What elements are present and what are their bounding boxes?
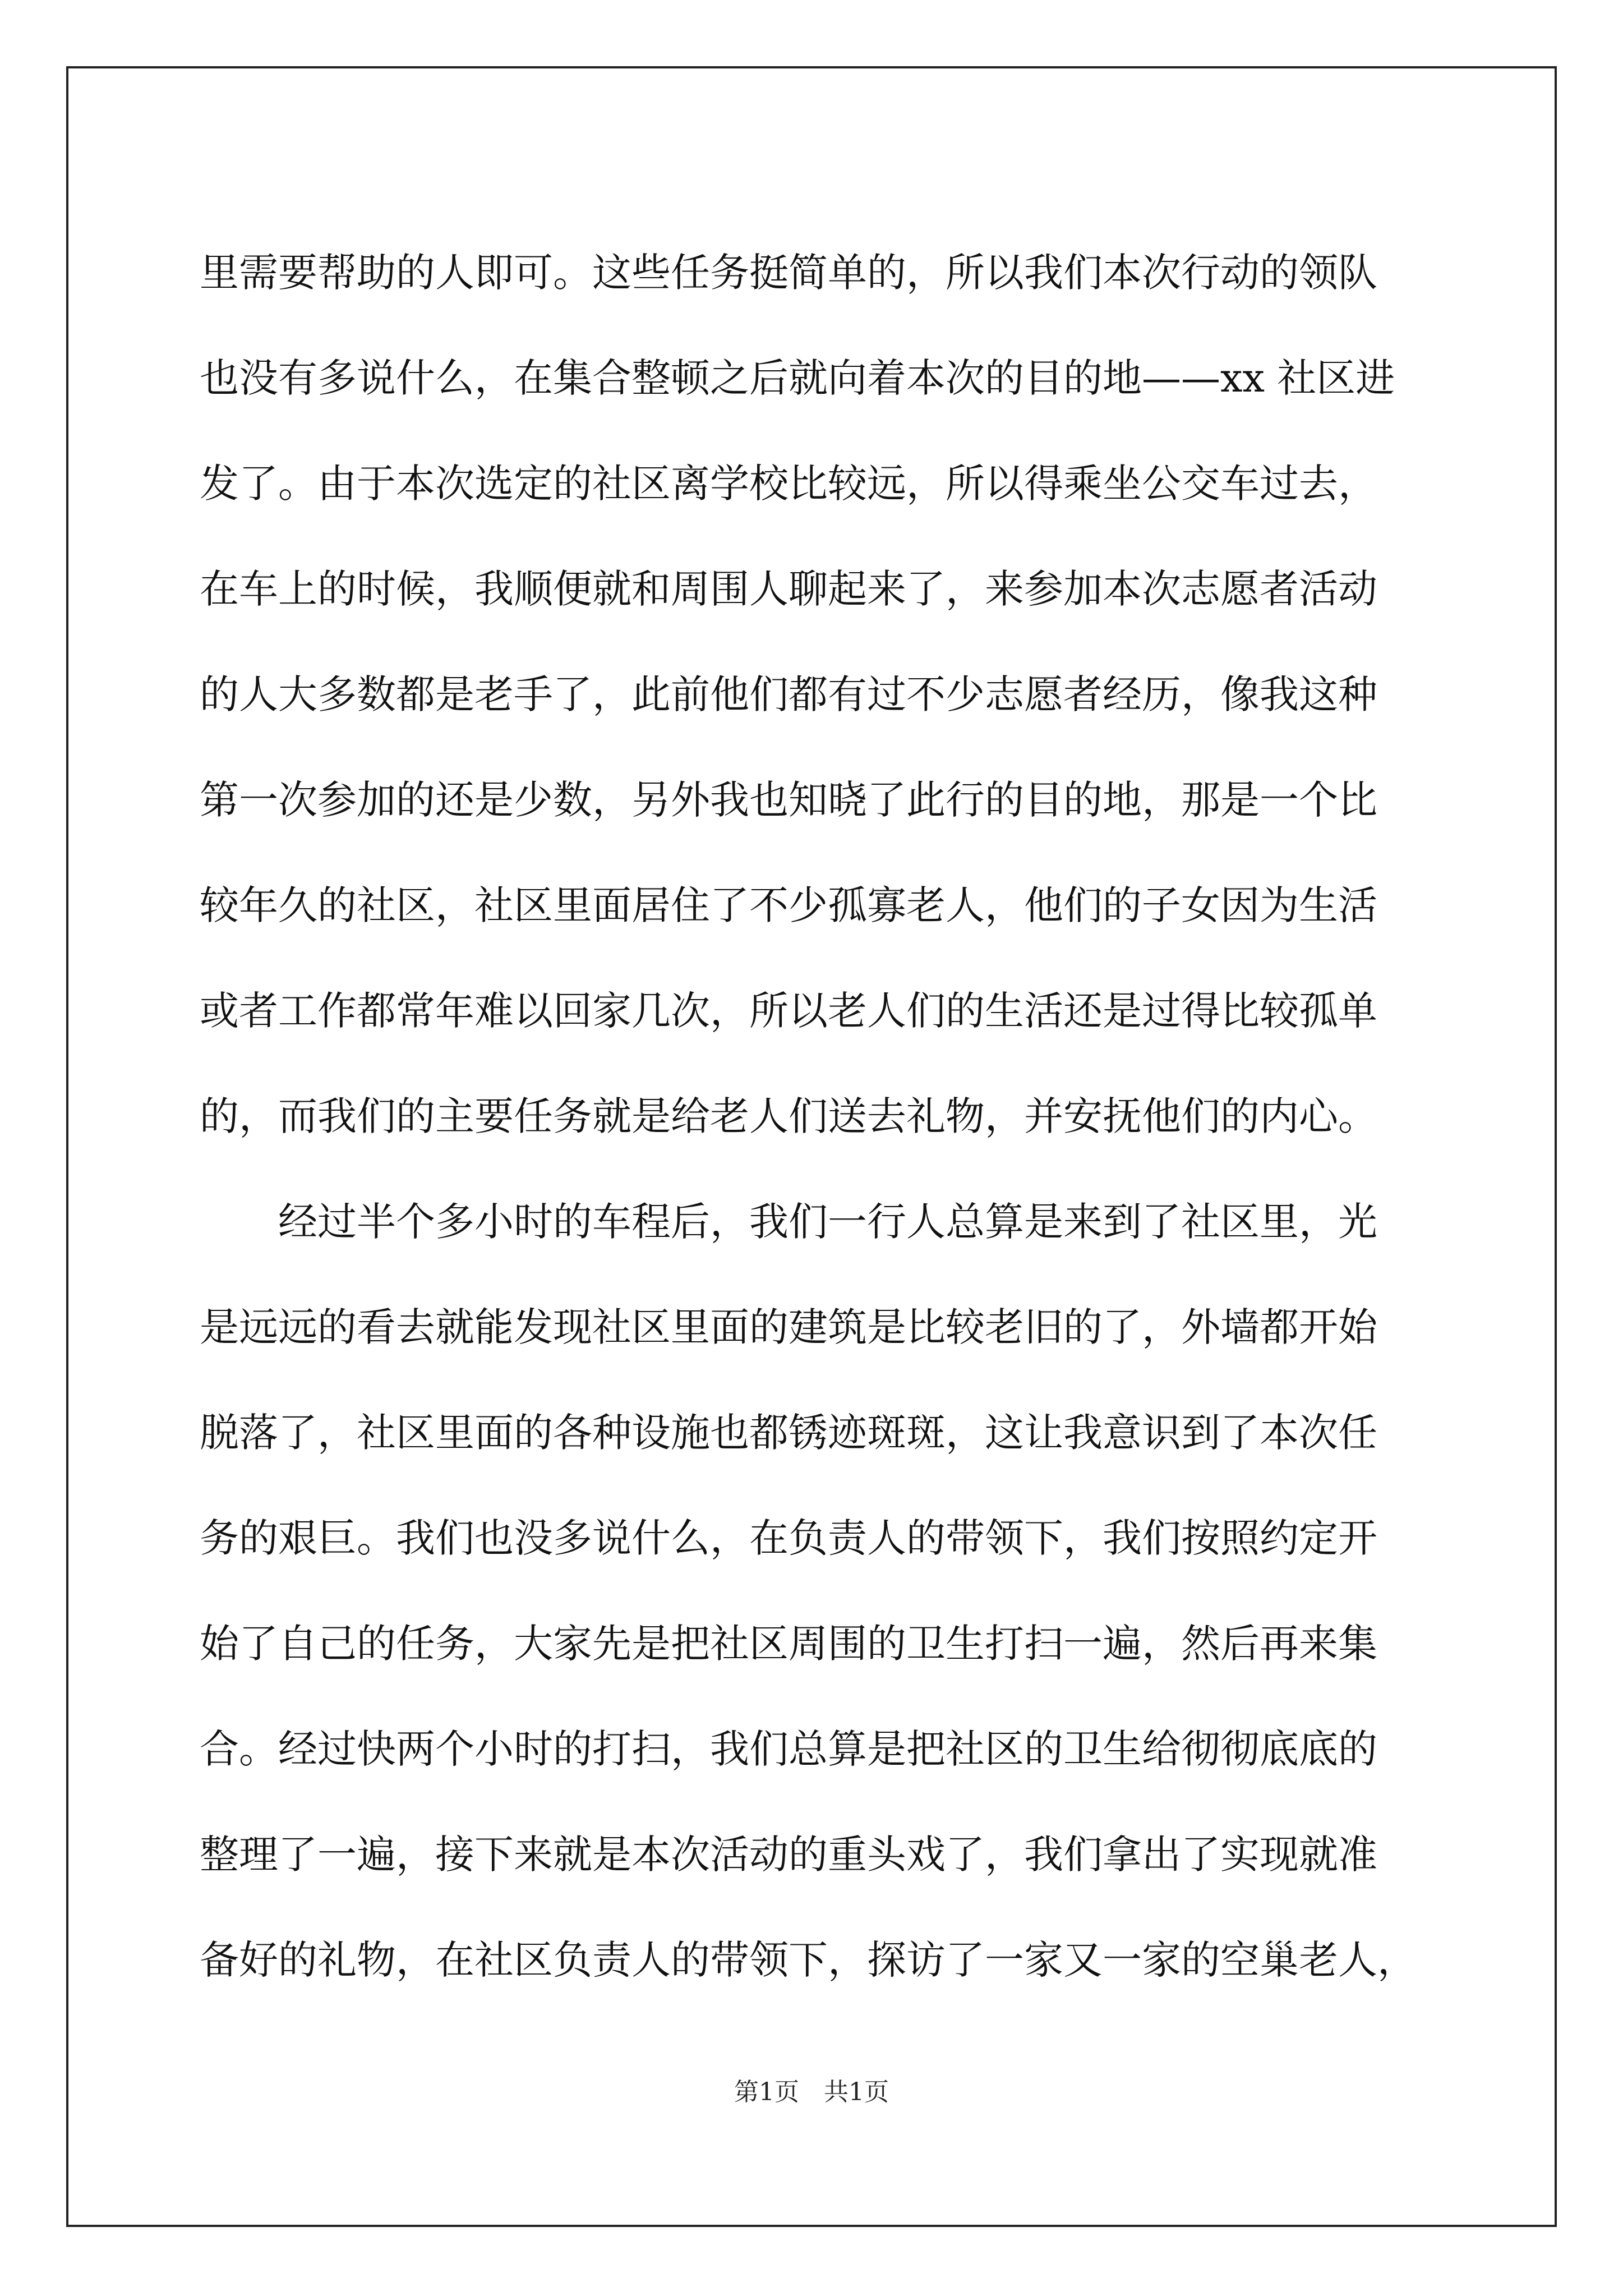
text-line: 是远远的看去就能发现社区里面的建筑是比较老旧的了，外墙都开始 — [200, 1304, 1377, 1350]
text-line: 在车上的时候，我顺便就和周围人聊起来了，来参加本次志愿者活动 — [200, 566, 1377, 612]
text-line: 的人大多数都是老手了，此前他们都有过不少志愿者经历，像我这种 — [200, 671, 1377, 717]
text-line: 整理了一遍，接下来就是本次活动的重头戏了，我们拿出了实现就准 — [200, 1832, 1377, 1878]
page-number-footer: 第1页 共1页 — [734, 2078, 889, 2106]
document-body — [200, 220, 1433, 2013]
text-line: 脱落了，社区里面的各种设施也都锈迹斑斑，这让我意识到了本次任 — [200, 1410, 1377, 1456]
text-line: 始了自己的任务，大家先是把社区周围的卫生打扫一遍，然后再来集 — [200, 1621, 1377, 1667]
text-line: 里需要帮助的人即可。这些任务挺简单的，所以我们本次行动的领队 — [200, 250, 1377, 296]
text-line: 发了。由于本次选定的社区离学校比较远，所以得乘坐公交车过去， — [200, 461, 1377, 507]
text-line: 也没有多说什么，在集合整顿之后就向着本次的目的地——xx 社区进 — [200, 355, 1395, 401]
text-line: 第一次参加的还是少数，另外我也知晓了此行的目的地，那是一个比 — [200, 777, 1377, 823]
text-line: 或者工作都常年难以回家几次，所以老人们的生活还是过得比较孤单 — [200, 988, 1377, 1034]
text-line: 的，而我们的主要任务就是给老人们送去礼物，并安抚他们的内心。 — [200, 1093, 1377, 1139]
text-line: 较年久的社区，社区里面居住了不少孤寡老人，他们的子女因为生活 — [200, 882, 1377, 928]
paragraph-start-line: 经过半个多小时的车程后，我们一行人总算是来到了社区里，光 — [278, 1199, 1377, 1245]
text-line: 合。经过快两个小时的打扫，我们总算是把社区的卫生给彻彻底底的 — [200, 1726, 1377, 1772]
text-line: 备好的礼物，在社区负责人的带领下，探访了一家又一家的空巢老人， — [200, 1937, 1417, 1983]
text-line: 务的艰巨。我们也没多说什么，在负责人的带领下，我们按照约定开 — [200, 1515, 1377, 1561]
